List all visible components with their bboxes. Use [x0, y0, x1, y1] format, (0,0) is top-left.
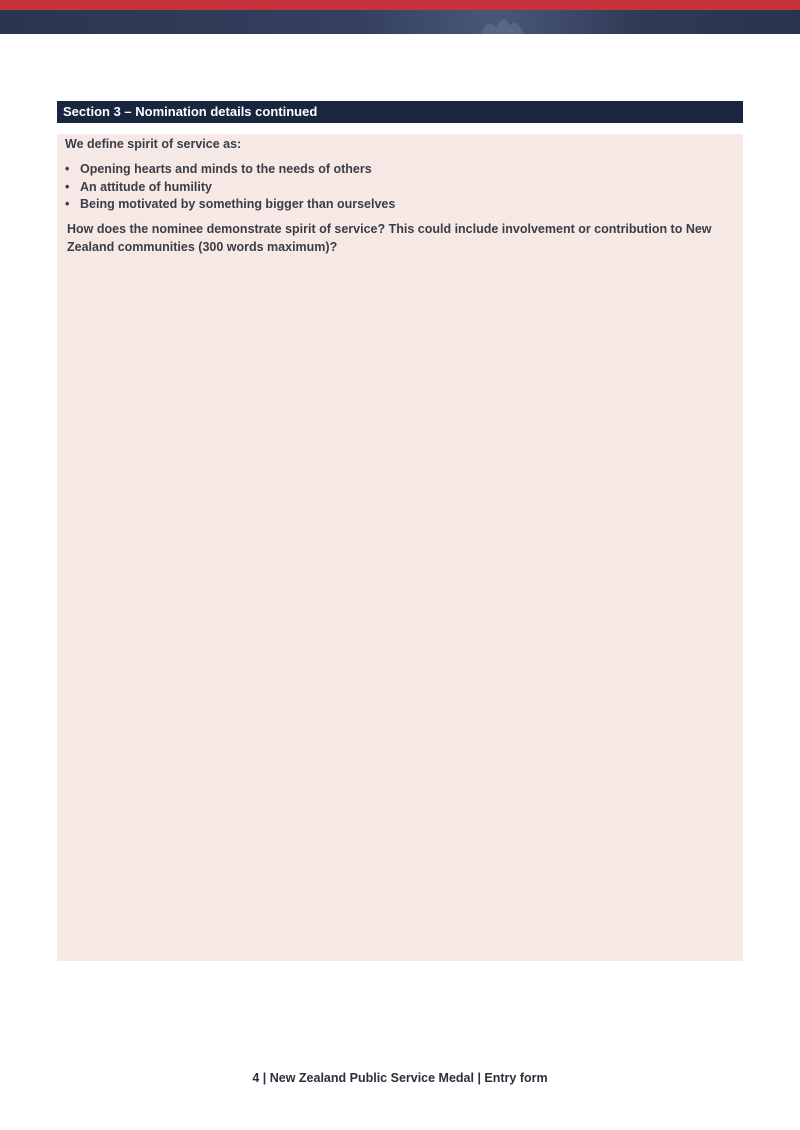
top-banner	[0, 0, 800, 34]
list-item	[65, 161, 395, 179]
list-item-text: Being motivated by something bigger than ourselves	[80, 197, 396, 211]
page-footer: 4 | New Zealand Public Service Medal | Entry form	[252, 1071, 548, 1085]
bullet-icon: •	[65, 162, 70, 176]
list-item-text: Opening hearts and minds to the needs of others	[80, 162, 372, 176]
bullet-icon: •	[65, 179, 70, 194]
answer-input-area[interactable]	[65, 264, 735, 954]
intro-text: We define spirit of service as:	[65, 137, 242, 151]
section-title: Section 3 – Nomination details continued	[63, 104, 318, 119]
spirit-definition-list	[65, 161, 395, 214]
list-item	[65, 196, 395, 214]
list-item	[65, 179, 395, 197]
nomination-field[interactable]	[57, 134, 743, 961]
list-item-text: An attitude of humility	[80, 179, 212, 194]
banner-red-strip	[0, 0, 800, 10]
question-text: How does the nominee demonstrate spirit of service? This could include involvement or contribution to New Zealand communities (300 words maximum)?	[67, 222, 712, 254]
bullet-icon: •	[65, 197, 70, 211]
banner-decoration	[470, 6, 540, 34]
section-header	[57, 101, 743, 123]
